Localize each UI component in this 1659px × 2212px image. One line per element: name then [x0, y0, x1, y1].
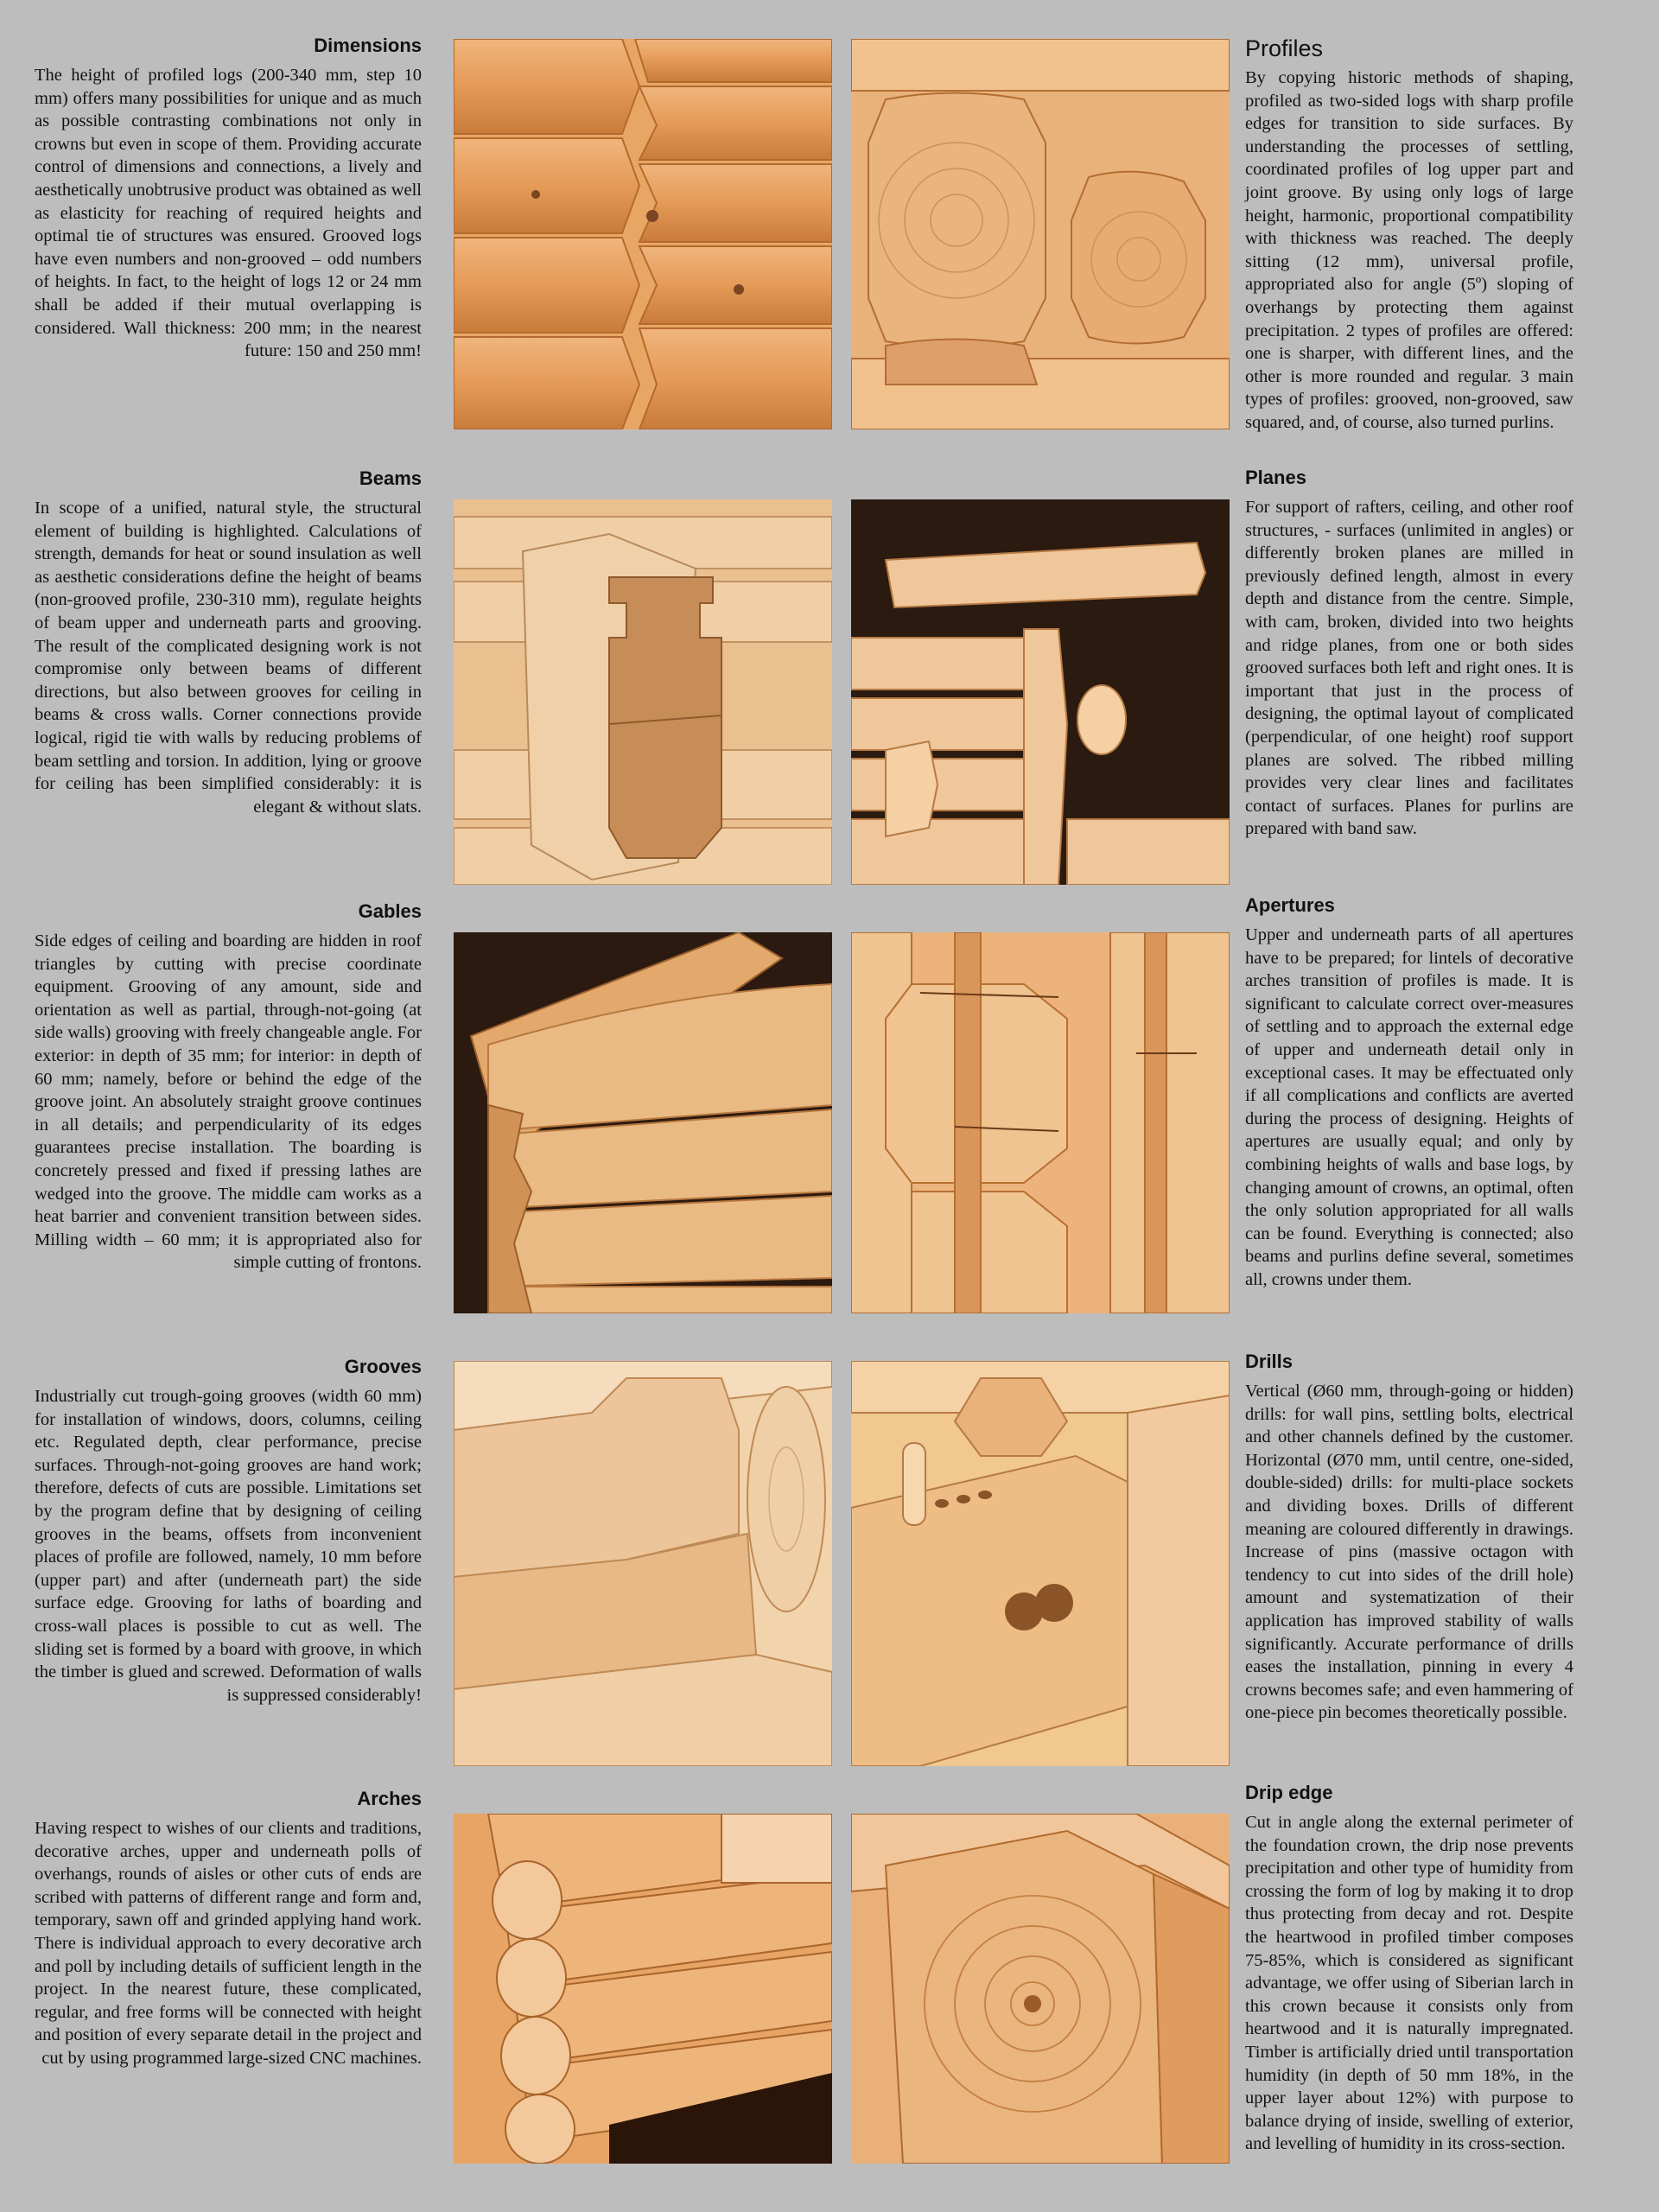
section-text: By copying historic methods of shaping, profiled as two-sided logs with sharp profile edges for transition to side surfaces. By understanding the processes of settling, coordinated profiles of log upper part and joint groove. By using only logs of large height, harmonic, proportional compatibility with thickness was reached. The deeply sitting (12 mm), universal profile, appropriated also for angle (5º) sloping of overhangs by protecting them against precipitation. 2 types of profiles are offered: one is sharper, with different lines, and the other is more rounded and regular. 3 main types of profiles: grooved, non-grooved, saw squared, and, of course, also turned purlins.: [1245, 68, 1573, 432]
section-gables: [35, 900, 422, 1274]
section-text: Upper and underneath parts of all apertures have to be prepared; for lintels of decorative arches transition of profiles is made. It is significant to calculate correct over-measures of settling and to approach the external edge of upper and underneath detail only in exceptional cases. It may be effectuated only if all complications and conflicts are averted during the process of designing. Heights of apertures are usually equal; and only by combining heights of walls and base logs, by changing amount of crowns, an optimal, often the only solution appropriated for all walls can be found. Everything is connected; also beams and purlins define several, sometimes all, crowns under them.: [1245, 925, 1573, 1289]
section-title: Profiles: [1245, 35, 1324, 61]
section-apertures: [1245, 894, 1573, 1292]
section-text: The height of profiled logs (200-340 mm, step 10 mm) offers many possibilities for unique and as much as possible contrasting combinations not only in crowns but even in scope of them. Providing accurate control of dimensions and connections, a lively and aesthetically unobtrusive product was obtained as well as elasticity for reaching of required heights and optimal tie of structures was ensured. Grooved logs have even numbers and non-grooved – odd numbers of heights. In fact, to the height of logs 12 or 24 mm shall be added if their mutual overlapping is considered. Wall thickness: 200 mm; in the nearest future: 150 and 250 mm!: [35, 66, 422, 361]
section-title: Beams: [359, 467, 422, 489]
photo-beam-groove: [454, 499, 832, 885]
section-text: In scope of a unified, natural style, the structural element of building is highlighted. Calculations of strength, demands for heat or sound insulation as well as aesthetic considerations define the height of beams (non-grooved profile, 230-310 mm), regulate heights of beam upper and underneath parts and grooving. The result of the complicated designing work is not compromise only between beams of different directions, but also between grooves for ceiling in beams & cross walls. Corner connections provide logical, rigid tie with walls by reducing problems of beam settling and torsion. In addition, lying or groove for ceiling has been simplified considerably: it is elegant & without slats.: [35, 499, 422, 817]
section-title: Drills: [1245, 1351, 1294, 1372]
section-drills: [1245, 1351, 1573, 1725]
section-title: Apertures: [1245, 894, 1335, 916]
section-beams: [35, 467, 422, 818]
section-planes: [1245, 467, 1573, 841]
photo-roof-planes: [851, 499, 1230, 885]
section-grooves: [35, 1356, 422, 1707]
photo-decorative-arches: [454, 1814, 832, 2164]
section-text: Industrially cut trough-going grooves (width 60 mm) for installation of windows, doors, columns, ceiling etc. Regulated depth, clear performance, precise surfaces. Through-not-going grooves are hand work; therefore, defects of cuts are possible. Limitations set by the program define that by designing of ceiling grooves in the beams, offsets from inconvenient places of profile are followed, namely, 10 mm before (upper part) and after (underneath part) the side surface edge. Grooving for laths of boarding and cross-wall places is possible to cut as well. The sliding set is formed by a board with groove, in which the timber is glued and screwed. Deformation of walls is suppressed considerably!: [35, 1387, 422, 1705]
section-text: Vertical (Ø60 mm, through-going or hidden) drills: for wall pins, settling bolts, electrical and other channels defined by the customer. Horizontal (Ø70 mm, until centre, one-sided, double-sided) drills: for multi-place sockets and dividing boxes. Drills of different meaning are coloured differently in drawings. Increase of pins (massive octagon with tendency to cut into sides of the drill hole) amount and systematization of their application has improved stability of walls significantly. Accurate performance of drills eases the installation, pinning in every 4 crowns becomes safe; and even hammering of one-piece pin becomes theoretically possible.: [1245, 1382, 1573, 1723]
section-title: Planes: [1245, 467, 1306, 488]
section-title: Arches: [357, 1788, 422, 1809]
photo-drip-edge: [851, 1814, 1230, 2164]
section-profiles: [1245, 37, 1573, 435]
section-title: Grooves: [344, 1356, 422, 1377]
section-text: Side edges of ceiling and boarding are hidden in roof triangles by cutting with precise coordinate equipment. Grooving of any amount, side and orientation as well as partial, through-not-going (at side walls) grooving with freely changeable angle. For exterior: in depth of 35 mm; for interior: in depth of 60 mm; namely, before or behind the edge of the groove joint. An absolutely straight groove continues in all details; and perpendicularity of its edges guarantees precise installation. The boarding is concretely pressed and fixed if pressing lathes are wedged into the groove. The middle cam works as a heat barrier and convenient transition between sides. Milling width – 60 mm; it is appropriated also for simple cutting of frontons.: [35, 931, 422, 1273]
section-drip-edge: [1245, 1782, 1573, 2156]
photo-gable-groove: [454, 932, 832, 1313]
photo-log-profile-cross-sections: [851, 39, 1230, 429]
section-text: Cut in angle along the external perimeter of the foundation crown, the drip nose prevents precipitation and other type of humidity from crossing the form of log by making it to drop thus protecting from decay and rot. Despite the heartwood in profiled timber composes 75-85%, which is considered as significant advantage, we offer using of Siberian larch in this crown because it consists only from heartwood and it is naturally impregnated. Timber is artificially dried until transportation humidity (in depth of 50 mm 18%, in the upper layer about 12%) with purpose to balance drying of inside, swelling of exterior, and levelling of humidity in its cross-section.: [1245, 1813, 1573, 2154]
section-title: Dimensions: [314, 35, 422, 56]
section-title: Drip edge: [1245, 1782, 1333, 1803]
photo-log-grooves: [454, 1361, 832, 1766]
photo-log-corner-profiles: [454, 39, 832, 429]
section-title: Gables: [358, 900, 422, 922]
section-text: Having respect to wishes of our clients and traditions, decorative arches, upper and underneath polls of overhangs, rounds of aisles or other cuts of ends are scribed with patterns of different range and form and, temporary, sawn off and grinded applying hand work. There is individual approach to every decorative arch and poll by including details of sufficient length in the project. In the nearest future, these complicated, regular, and free forms will be connected with height and position of every separate detail in the project and cut by using programmed large-sized CNC machines.: [35, 1819, 422, 2068]
section-arches: [35, 1788, 422, 2070]
section-dimensions: [35, 35, 422, 363]
section-text: For support of rafters, ceiling, and other roof structures, - surfaces (unlimited in angles) or differently broken planes are milled in previously defined length, almost in every depth and distance from the centre. Simple, with cam, broken, divided into two heights and ridge planes, from one or both sides grooved surfaces both left and right ones. It is important that just in the process of designing, the optimal layout of complicated (perpendicular, of one height) roof support planes are solved. The ribbed milling provides very clear lines and facilitates contact of surfaces. Planes for purlins are prepared with band saw.: [1245, 498, 1573, 839]
photo-aperture-profiles: [851, 932, 1230, 1313]
photo-drills-pins: [851, 1361, 1230, 1766]
